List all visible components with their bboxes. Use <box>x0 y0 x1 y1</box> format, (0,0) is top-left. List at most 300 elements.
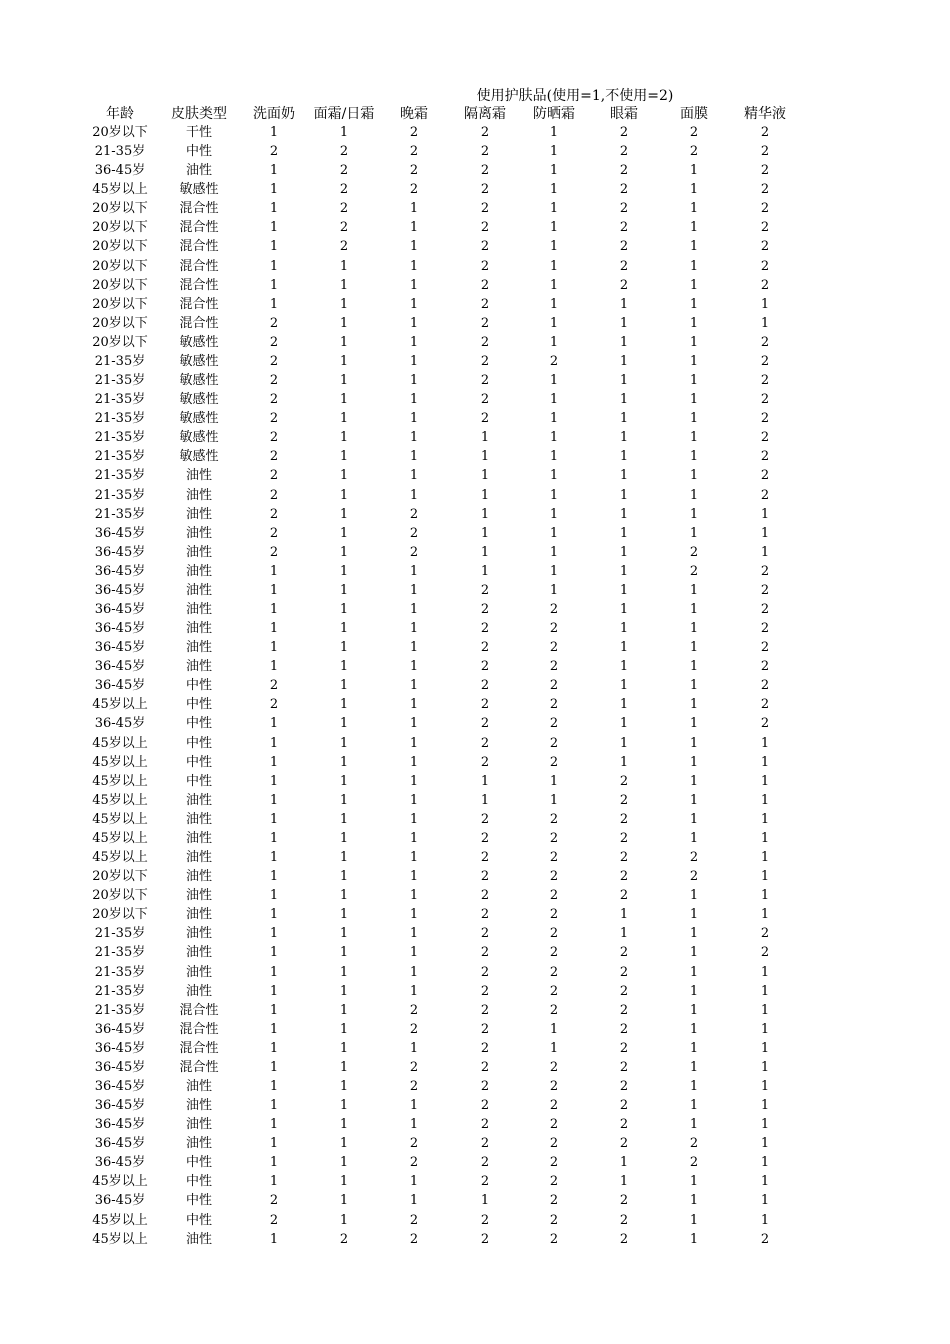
cell-mask: 1 <box>689 258 699 274</box>
cell-night-cream: 1 <box>409 830 419 846</box>
cell-mask: 1 <box>689 811 699 827</box>
cell-serum: 1 <box>760 1174 770 1190</box>
cell-serum: 1 <box>760 1079 770 1094</box>
cell-day-cream: 1 <box>339 125 349 140</box>
cell-day-cream: 1 <box>339 792 349 808</box>
cell-day-cream: 1 <box>339 353 349 369</box>
cell-mask: 1 <box>689 830 699 846</box>
cell-serum: 1 <box>760 1117 770 1133</box>
cell-skin-type: 混合性 <box>179 239 219 255</box>
cell-sunscreen: 2 <box>549 1193 559 1209</box>
cell-eye-cream: 1 <box>619 315 629 331</box>
cell-skin-type: 混合性 <box>179 1021 219 1037</box>
cell-skin-type: 敏感性 <box>179 373 219 389</box>
cell-eye-cream: 2 <box>619 220 629 236</box>
cell-cleanser: 1 <box>269 201 279 217</box>
cell-eye-cream: 2 <box>619 1098 629 1114</box>
cell-skin-type: 敏感性 <box>179 411 219 427</box>
cell-night-cream: 2 <box>409 125 419 140</box>
cell-eye-cream: 2 <box>619 1136 629 1152</box>
cell-serum: 2 <box>760 125 770 140</box>
cell-serum: 1 <box>760 315 770 331</box>
cell-night-cream: 1 <box>409 869 419 885</box>
cell-night-cream: 1 <box>409 983 419 999</box>
cell-primer: 1 <box>480 525 490 541</box>
cell-day-cream: 1 <box>339 1040 349 1056</box>
cell-night-cream: 2 <box>409 1155 419 1171</box>
cell-eye-cream: 2 <box>619 1021 629 1037</box>
cell-age: 21-35岁 <box>94 487 146 503</box>
cell-night-cream: 1 <box>409 239 419 255</box>
cell-mask: 2 <box>689 850 699 866</box>
cell-night-cream: 1 <box>409 964 419 980</box>
cell-serum: 1 <box>760 1021 770 1037</box>
cell-primer: 2 <box>480 1117 490 1133</box>
cell-day-cream: 1 <box>339 754 349 770</box>
cell-skin-type: 油性 <box>185 659 212 675</box>
cell-night-cream: 1 <box>409 659 419 675</box>
cell-skin-type: 中性 <box>185 716 212 732</box>
cell-age: 20岁以下 <box>92 277 148 293</box>
cell-age: 36-45岁 <box>94 582 146 598</box>
cell-serum: 2 <box>760 697 770 713</box>
cell-night-cream: 1 <box>409 277 419 293</box>
cell-sunscreen: 2 <box>549 659 559 675</box>
cell-age: 36-45岁 <box>94 1040 146 1056</box>
cell-primer: 2 <box>480 964 490 980</box>
cell-eye-cream: 2 <box>619 945 629 961</box>
cell-skin-type: 油性 <box>185 602 212 617</box>
cell-primer: 1 <box>480 487 490 503</box>
cell-night-cream: 1 <box>409 563 419 579</box>
cell-mask: 1 <box>689 201 699 217</box>
cell-skin-type: 油性 <box>185 1231 212 1247</box>
cell-day-cream: 1 <box>339 697 349 713</box>
cell-mask: 1 <box>689 506 699 522</box>
cell-skin-type: 混合性 <box>179 315 219 331</box>
cell-serum: 1 <box>760 907 770 923</box>
cell-serum: 2 <box>760 563 770 579</box>
cell-serum: 1 <box>760 1193 770 1209</box>
cell-mask: 1 <box>689 449 699 465</box>
cell-night-cream: 1 <box>409 315 419 331</box>
cell-serum: 1 <box>760 1059 770 1075</box>
column-header-primer: 隔离霜 <box>464 106 506 122</box>
cell-age: 36-45岁 <box>94 1136 146 1152</box>
cell-age: 21-35岁 <box>94 353 146 369</box>
cell-primer: 2 <box>480 1098 490 1114</box>
cell-age: 36-45岁 <box>94 640 146 656</box>
cell-skin-type: 中性 <box>185 1155 212 1171</box>
cell-age: 45岁以上 <box>92 697 148 713</box>
cell-night-cream: 1 <box>409 754 419 770</box>
cell-sunscreen: 2 <box>549 640 559 656</box>
cell-eye-cream: 1 <box>619 392 629 408</box>
cell-serum: 1 <box>760 773 770 789</box>
cell-serum: 2 <box>760 201 770 217</box>
cell-day-cream: 1 <box>339 392 349 408</box>
cell-cleanser: 1 <box>269 258 279 274</box>
cell-day-cream: 2 <box>339 144 349 160</box>
cell-primer: 2 <box>480 1059 490 1075</box>
cell-day-cream: 1 <box>339 983 349 999</box>
cell-skin-type: 中性 <box>185 754 212 770</box>
cell-age: 20岁以下 <box>92 239 148 255</box>
cell-eye-cream: 2 <box>619 277 629 293</box>
cell-eye-cream: 1 <box>619 907 629 923</box>
cell-mask: 1 <box>689 754 699 770</box>
cell-mask: 1 <box>689 1059 699 1075</box>
column-header-skin-type: 皮肤类型 <box>171 106 227 122</box>
cell-eye-cream: 1 <box>619 544 629 560</box>
cell-mask: 1 <box>689 430 699 446</box>
cell-cleanser: 1 <box>269 1079 279 1094</box>
cell-age: 20岁以下 <box>92 888 148 904</box>
cell-serum: 2 <box>760 945 770 961</box>
cell-night-cream: 1 <box>409 487 419 503</box>
cell-skin-type: 中性 <box>185 144 212 160</box>
cell-sunscreen: 2 <box>549 1117 559 1133</box>
cell-skin-type: 混合性 <box>179 1002 219 1018</box>
cell-age: 36-45岁 <box>94 563 146 579</box>
cell-mask: 2 <box>689 125 699 140</box>
cell-primer: 2 <box>480 907 490 923</box>
cell-age: 36-45岁 <box>94 1021 146 1037</box>
cell-primer: 2 <box>480 277 490 293</box>
cell-night-cream: 1 <box>409 850 419 866</box>
cell-age: 36-45岁 <box>94 163 146 179</box>
cell-day-cream: 1 <box>339 888 349 904</box>
cell-cleanser: 2 <box>269 449 279 465</box>
cell-sunscreen: 1 <box>549 201 559 217</box>
cell-primer: 2 <box>480 621 490 637</box>
cell-eye-cream: 1 <box>619 430 629 446</box>
cell-sunscreen: 1 <box>549 792 559 808</box>
cell-night-cream: 1 <box>409 334 419 350</box>
cell-age: 20岁以下 <box>92 201 148 217</box>
cell-mask: 1 <box>689 1098 699 1114</box>
cell-mask: 1 <box>689 773 699 789</box>
cell-eye-cream: 1 <box>619 678 629 694</box>
cell-night-cream: 1 <box>409 926 419 942</box>
cell-day-cream: 1 <box>339 621 349 637</box>
cell-age: 45岁以上 <box>92 735 148 751</box>
cell-cleanser: 1 <box>269 1098 279 1114</box>
cell-day-cream: 1 <box>339 449 349 465</box>
cell-sunscreen: 2 <box>549 678 559 694</box>
cell-sunscreen: 1 <box>549 487 559 503</box>
cell-primer: 2 <box>480 716 490 732</box>
cell-night-cream: 2 <box>409 1021 419 1037</box>
cell-age: 21-35岁 <box>94 983 146 999</box>
cell-sunscreen: 2 <box>549 697 559 713</box>
cell-night-cream: 1 <box>409 773 419 789</box>
cell-mask: 1 <box>689 163 699 179</box>
cell-cleanser: 2 <box>269 430 279 446</box>
cell-cleanser: 2 <box>269 678 279 694</box>
cell-primer: 2 <box>480 582 490 598</box>
cell-mask: 1 <box>689 659 699 675</box>
cell-skin-type: 敏感性 <box>179 182 219 198</box>
cell-cleanser: 1 <box>269 1231 279 1247</box>
cell-skin-type: 干性 <box>185 125 212 140</box>
cell-mask: 1 <box>689 353 699 369</box>
cell-cleanser: 1 <box>269 1040 279 1056</box>
cell-eye-cream: 1 <box>619 716 629 732</box>
cell-primer: 2 <box>480 125 490 140</box>
cell-sunscreen: 2 <box>549 983 559 999</box>
cell-eye-cream: 1 <box>619 1174 629 1190</box>
cell-sunscreen: 1 <box>549 1021 559 1037</box>
cell-eye-cream: 2 <box>619 983 629 999</box>
cell-serum: 2 <box>760 144 770 160</box>
cell-skin-type: 敏感性 <box>179 334 219 350</box>
cell-cleanser: 1 <box>269 239 279 255</box>
cell-skin-type: 油性 <box>185 1117 212 1133</box>
cell-skin-type: 油性 <box>185 811 212 827</box>
cell-day-cream: 1 <box>339 487 349 503</box>
cell-day-cream: 1 <box>339 1174 349 1190</box>
cell-cleanser: 2 <box>269 144 279 160</box>
cell-sunscreen: 1 <box>549 144 559 160</box>
cell-sunscreen: 1 <box>549 1040 559 1056</box>
cell-skin-type: 中性 <box>185 1193 212 1209</box>
cell-night-cream: 2 <box>409 144 419 160</box>
cell-eye-cream: 1 <box>619 373 629 389</box>
cell-age: 36-45岁 <box>94 659 146 675</box>
cell-primer: 2 <box>480 1002 490 1018</box>
cell-primer: 2 <box>480 830 490 846</box>
cell-eye-cream: 2 <box>619 1231 629 1247</box>
cell-primer: 2 <box>480 1040 490 1056</box>
cell-primer: 2 <box>480 239 490 255</box>
cell-primer: 2 <box>480 1155 490 1171</box>
cell-eye-cream: 1 <box>619 506 629 522</box>
cell-skin-type: 油性 <box>185 506 212 522</box>
column-header-sunscreen: 防晒霜 <box>533 106 575 122</box>
cell-age: 36-45岁 <box>94 1193 146 1209</box>
cell-sunscreen: 1 <box>549 296 559 312</box>
cell-sunscreen: 1 <box>549 220 559 236</box>
cell-night-cream: 2 <box>409 182 419 198</box>
cell-age: 36-45岁 <box>94 602 146 617</box>
cell-sunscreen: 2 <box>549 1002 559 1018</box>
cell-age: 20岁以下 <box>92 125 148 140</box>
cell-primer: 2 <box>480 315 490 331</box>
cell-primer: 2 <box>480 1212 490 1228</box>
cell-skin-type: 油性 <box>185 850 212 866</box>
cell-skin-type: 油性 <box>185 563 212 579</box>
cell-cleanser: 1 <box>269 1136 279 1152</box>
cell-day-cream: 1 <box>339 430 349 446</box>
cell-day-cream: 1 <box>339 1079 349 1094</box>
cell-serum: 2 <box>760 182 770 198</box>
cell-mask: 2 <box>689 869 699 885</box>
cell-sunscreen: 1 <box>549 334 559 350</box>
cell-cleanser: 2 <box>269 1212 279 1228</box>
cell-night-cream: 1 <box>409 373 419 389</box>
cell-day-cream: 1 <box>339 411 349 427</box>
cell-night-cream: 1 <box>409 220 419 236</box>
cell-night-cream: 1 <box>409 353 419 369</box>
cell-night-cream: 1 <box>409 697 419 713</box>
cell-cleanser: 1 <box>269 1002 279 1018</box>
cell-age: 21-35岁 <box>94 964 146 980</box>
cell-serum: 2 <box>760 449 770 465</box>
cell-eye-cream: 1 <box>619 697 629 713</box>
column-header-mask: 面膜 <box>680 106 708 122</box>
cell-eye-cream: 1 <box>619 659 629 675</box>
cell-eye-cream: 1 <box>619 640 629 656</box>
column-header-eye-cream: 眼霜 <box>610 106 638 122</box>
cell-cleanser: 1 <box>269 811 279 827</box>
cell-night-cream: 1 <box>409 1040 419 1056</box>
cell-mask: 1 <box>689 1040 699 1056</box>
cell-sunscreen: 1 <box>549 125 559 140</box>
cell-sunscreen: 1 <box>549 182 559 198</box>
cell-sunscreen: 1 <box>549 773 559 789</box>
cell-skin-type: 油性 <box>185 792 212 808</box>
cell-day-cream: 1 <box>339 582 349 598</box>
cell-day-cream: 1 <box>339 830 349 846</box>
cell-cleanser: 2 <box>269 468 279 484</box>
cell-mask: 1 <box>689 296 699 312</box>
cell-age: 20岁以下 <box>92 315 148 331</box>
cell-sunscreen: 2 <box>549 602 559 617</box>
cell-serum: 2 <box>760 1231 770 1247</box>
cell-mask: 1 <box>689 220 699 236</box>
cell-skin-type: 油性 <box>185 945 212 961</box>
cell-eye-cream: 1 <box>619 487 629 503</box>
cell-mask: 1 <box>689 239 699 255</box>
cell-eye-cream: 2 <box>619 182 629 198</box>
cell-mask: 1 <box>689 640 699 656</box>
cell-sunscreen: 2 <box>549 735 559 751</box>
super-header: 使用护肤品(使用=1,不使用=2) <box>476 88 674 104</box>
cell-cleanser: 1 <box>269 735 279 751</box>
cell-skin-type: 混合性 <box>179 1040 219 1056</box>
cell-eye-cream: 2 <box>619 1193 629 1209</box>
cell-sunscreen: 1 <box>549 163 559 179</box>
cell-age: 36-45岁 <box>94 1059 146 1075</box>
cell-age: 45岁以上 <box>92 182 148 198</box>
cell-night-cream: 1 <box>409 1174 419 1190</box>
cell-eye-cream: 2 <box>619 125 629 140</box>
cell-serum: 2 <box>760 678 770 694</box>
cell-night-cream: 2 <box>409 1059 419 1075</box>
cell-sunscreen: 2 <box>549 1079 559 1094</box>
cell-primer: 1 <box>480 430 490 446</box>
cell-primer: 2 <box>480 945 490 961</box>
cell-sunscreen: 1 <box>549 315 559 331</box>
cell-cleanser: 1 <box>269 163 279 179</box>
cell-night-cream: 1 <box>409 411 419 427</box>
cell-serum: 1 <box>760 1002 770 1018</box>
cell-primer: 2 <box>480 144 490 160</box>
cell-eye-cream: 1 <box>619 602 629 617</box>
cell-primer: 2 <box>480 869 490 885</box>
cell-serum: 2 <box>760 621 770 637</box>
cell-sunscreen: 2 <box>549 1174 559 1190</box>
cell-age: 21-35岁 <box>94 449 146 465</box>
cell-age: 36-45岁 <box>94 678 146 694</box>
cell-cleanser: 1 <box>269 926 279 942</box>
cell-night-cream: 1 <box>409 888 419 904</box>
cell-night-cream: 1 <box>409 792 419 808</box>
cell-night-cream: 1 <box>409 468 419 484</box>
cell-skin-type: 油性 <box>185 964 212 980</box>
cell-cleanser: 2 <box>269 353 279 369</box>
cell-primer: 2 <box>480 1174 490 1190</box>
cell-cleanser: 1 <box>269 792 279 808</box>
cell-cleanser: 1 <box>269 659 279 675</box>
cell-cleanser: 1 <box>269 754 279 770</box>
cell-skin-type: 油性 <box>185 163 212 179</box>
cell-age: 20岁以下 <box>92 907 148 923</box>
cell-age: 45岁以上 <box>92 1231 148 1247</box>
cell-sunscreen: 2 <box>549 850 559 866</box>
cell-day-cream: 1 <box>339 773 349 789</box>
cell-primer: 1 <box>480 773 490 789</box>
cell-eye-cream: 1 <box>619 296 629 312</box>
cell-age: 20岁以下 <box>92 258 148 274</box>
cell-age: 36-45岁 <box>94 716 146 732</box>
cell-sunscreen: 2 <box>549 869 559 885</box>
cell-skin-type: 中性 <box>185 1212 212 1228</box>
cell-day-cream: 1 <box>339 811 349 827</box>
column-header-day-cream: 面霜/日霜 <box>313 106 375 122</box>
cell-night-cream: 1 <box>409 449 419 465</box>
cell-skin-type: 油性 <box>185 907 212 923</box>
cell-eye-cream: 2 <box>619 1079 629 1094</box>
cell-age: 20岁以下 <box>92 220 148 236</box>
cell-cleanser: 2 <box>269 411 279 427</box>
cell-night-cream: 1 <box>409 1098 419 1114</box>
cell-cleanser: 1 <box>269 773 279 789</box>
cell-day-cream: 1 <box>339 315 349 331</box>
cell-age: 45岁以上 <box>92 1212 148 1228</box>
cell-sunscreen: 1 <box>549 430 559 446</box>
cell-cleanser: 1 <box>269 964 279 980</box>
cell-day-cream: 1 <box>339 964 349 980</box>
cell-night-cream: 2 <box>409 1231 419 1247</box>
cell-mask: 1 <box>689 1174 699 1190</box>
cell-eye-cream: 2 <box>619 850 629 866</box>
cell-primer: 2 <box>480 163 490 179</box>
cell-primer: 2 <box>480 926 490 942</box>
cell-mask: 1 <box>689 411 699 427</box>
cell-eye-cream: 1 <box>619 353 629 369</box>
cell-primer: 2 <box>480 334 490 350</box>
cell-day-cream: 1 <box>339 869 349 885</box>
cell-eye-cream: 1 <box>619 1155 629 1171</box>
cell-serum: 2 <box>760 334 770 350</box>
cell-serum: 1 <box>760 544 770 560</box>
cell-night-cream: 1 <box>409 392 419 408</box>
cell-sunscreen: 2 <box>549 964 559 980</box>
cell-serum: 1 <box>760 1136 770 1152</box>
cell-skin-type: 油性 <box>185 487 212 503</box>
cell-primer: 2 <box>480 640 490 656</box>
cell-cleanser: 2 <box>269 315 279 331</box>
cell-cleanser: 1 <box>269 888 279 904</box>
cell-serum: 2 <box>760 373 770 389</box>
cell-serum: 1 <box>760 850 770 866</box>
cell-eye-cream: 1 <box>619 449 629 465</box>
cell-day-cream: 1 <box>339 334 349 350</box>
cell-eye-cream: 2 <box>619 888 629 904</box>
cell-sunscreen: 1 <box>549 392 559 408</box>
